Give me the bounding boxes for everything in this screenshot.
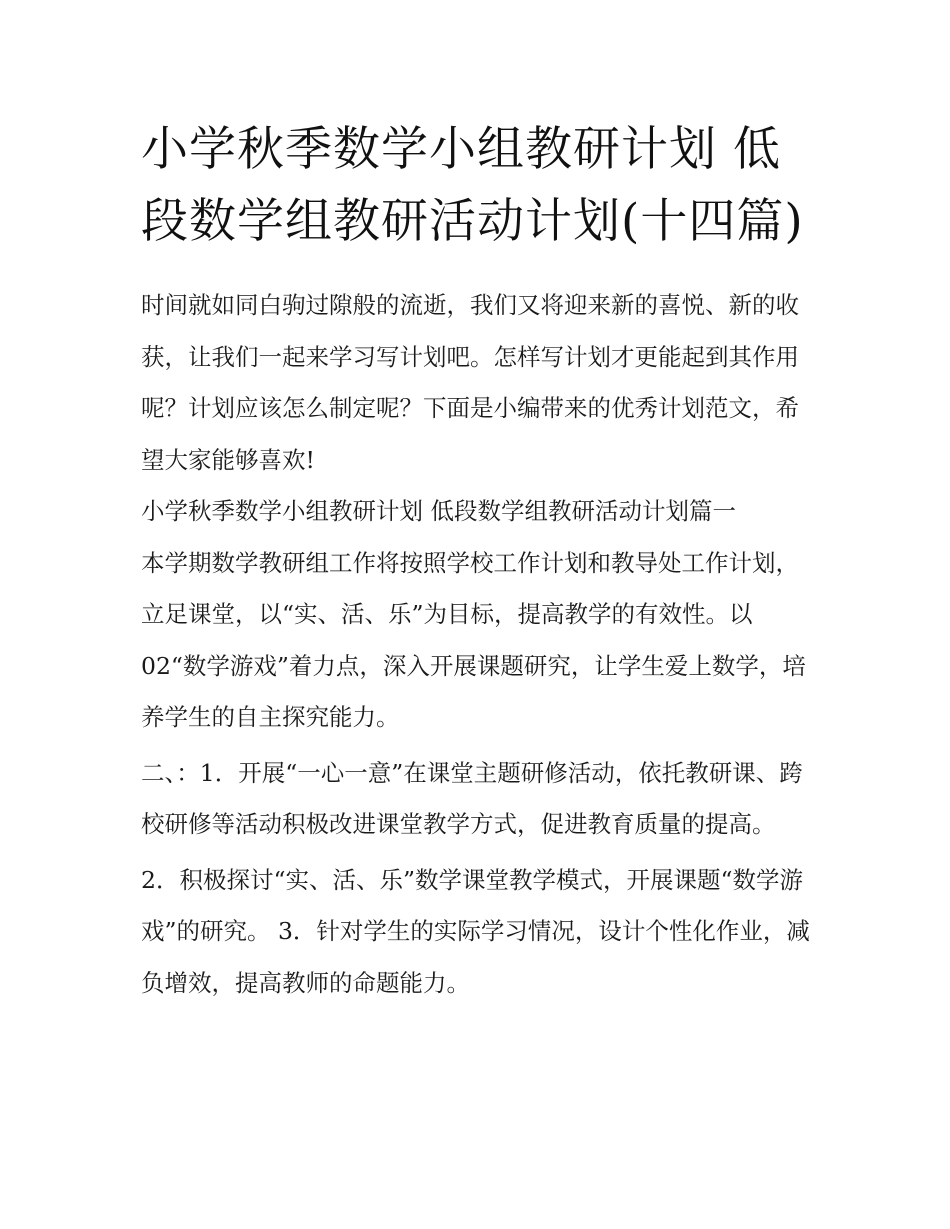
task-item-2-3-paragraph: 2．积极探讨“实、活、乐”数学课堂教学模式，开展课题“数学游戏”的研究。 3．针对学生的实际学习情况，设计个性化作业，减负增效，提高教师的命题能力。: [141, 865, 810, 997]
intro-paragraph: 时间就如同白驹过隙般的流逝，我们又将迎来新的喜悦、新的收获，让我们一起来学习写计划吧。怎样写计划才更能起到其作用呢？计划应该怎么制定呢？下面是小编带来的优秀计划范文，希望大家能够喜欢!: [141, 291, 799, 474]
document-title: 小学秋季数学小组教研计划 低段数学组教研活动计划(十四篇): [141, 122, 804, 249]
section-heading: 小学秋季数学小组教研计划 低段数学组教研活动计划篇一: [141, 497, 736, 525]
document-page: [141, 114, 816, 1009]
task-item-1-paragraph: 二、：1．开展“一心一意”在课堂主题研修活动，依托教研课、跨校研修等活动积极改进课堂教学方式，促进教育质量的提高。: [141, 758, 803, 838]
document-body: [141, 280, 816, 1009]
plan-overview-paragraph: 本学期数学教研组工作将按照学校工作计划和教导处工作计划，立足课堂，以“实、活、乐”为目标，提高教学的有效性。以02“数学游戏”着力点，深入开展课题研究，让学生爱上数学，培养学生的自主探究能力。: [141, 548, 806, 731]
